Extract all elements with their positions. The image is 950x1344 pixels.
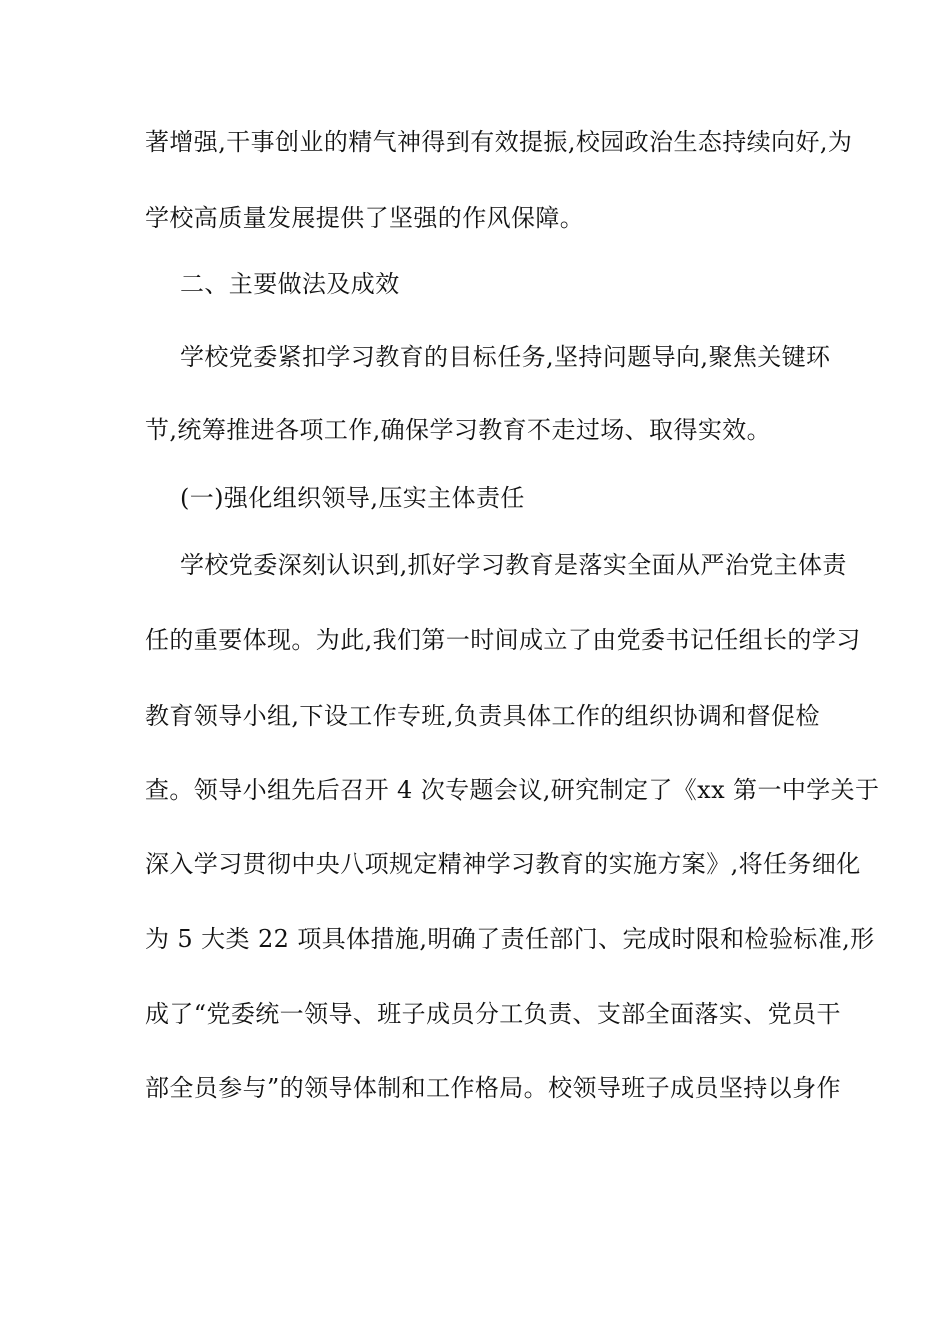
paragraph-line: 查。领导小组先后召开 4 次专题会议,研究制定了《xx 第一中学关于 [145, 776, 880, 804]
paragraph-line: 深入学习贯彻中央八项规定精神学习教育的实施方案》,将任务细化 [145, 850, 861, 878]
paragraph-line: 学校党委紧扣学习教育的目标任务,坚持问题导向,聚焦关键环 [180, 343, 831, 371]
paragraph-line: 教育领导小组,下设工作专班,负责具体工作的组织协调和督促检 [145, 702, 820, 730]
paragraph-line: 为 5 大类 22 项具体措施,明确了责任部门、完成时限和检验标准,形 [145, 925, 875, 953]
paragraph-line: 学校高质量发展提供了坚强的作风保障。 [145, 204, 585, 232]
section-heading: 二、主要做法及成效 [180, 270, 400, 298]
subsection-heading: (一)强化组织领导,压实主体责任 [180, 484, 525, 512]
paragraph-line: 部全员参与”的领导体制和工作格局。校领导班子成员坚持以身作 [145, 1074, 841, 1102]
paragraph-line: 学校党委深刻认识到,抓好学习教育是落实全面从严治党主体责 [180, 551, 847, 579]
paragraph-line: 著增强,干事创业的精气神得到有效提振,校园政治生态持续向好,为 [145, 128, 853, 156]
paragraph-line: 任的重要体现。为此,我们第一时间成立了由党委书记任组长的学习 [145, 626, 861, 654]
paragraph-line: 节,统筹推进各项工作,确保学习教育不走过场、取得实效。 [145, 416, 772, 444]
paragraph-line: 成了“党委统一领导、班子成员分工负责、支部全面落实、党员干 [145, 1000, 841, 1028]
